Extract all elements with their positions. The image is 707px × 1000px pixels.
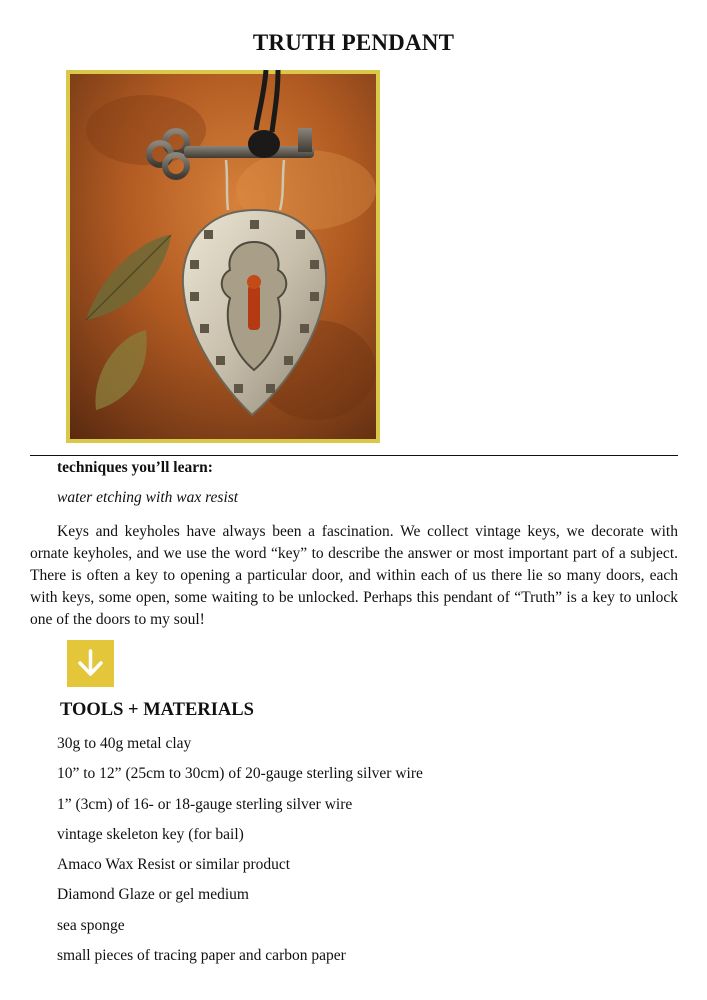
technique-item: water etching with wax resist: [57, 489, 239, 506]
material-item: 10” to 12” (25cm to 30cm) of 20-gauge sterling silver wire: [57, 765, 423, 783]
material-item: sea sponge: [57, 916, 125, 934]
material-item: vintage skeleton key (for bail): [57, 825, 244, 843]
down-arrow-icon: [67, 640, 114, 687]
material-item: Amaco Wax Resist or similar product: [57, 856, 291, 874]
material-item: 1” (3cm) of 16- or 18-gauge sterling silver wire: [57, 795, 353, 813]
material-item: small pieces of tracing paper and carbon paper: [57, 947, 346, 965]
section-divider: [30, 455, 678, 456]
pendant-photo: [66, 70, 380, 443]
tools-heading: TOOLS + MATERIALS: [60, 700, 254, 720]
material-item: Diamond Glaze or gel medium: [57, 886, 249, 904]
intro-paragraph: Keys and keyholes have always been a fascination. We collect vintage keys, we decorate with ornate keyholes, and we use the word “key” to describe the answer or most important part of a subject. There is often a key to opening a particular door, and within each of us there lie so many doors, each with keys, some open, some waiting to be unlocked. Perhaps this pendant of “Truth” is a key to unlock one of the doors to my soul!: [30, 523, 678, 628]
techniques-heading: techniques you’ll learn:: [57, 459, 213, 476]
materials-list: [57, 734, 423, 976]
page-title: TRUTH PENDANT: [252, 30, 455, 55]
material-item: 30g to 40g metal clay: [57, 735, 192, 752]
down-arrow-glyph: [67, 640, 114, 687]
